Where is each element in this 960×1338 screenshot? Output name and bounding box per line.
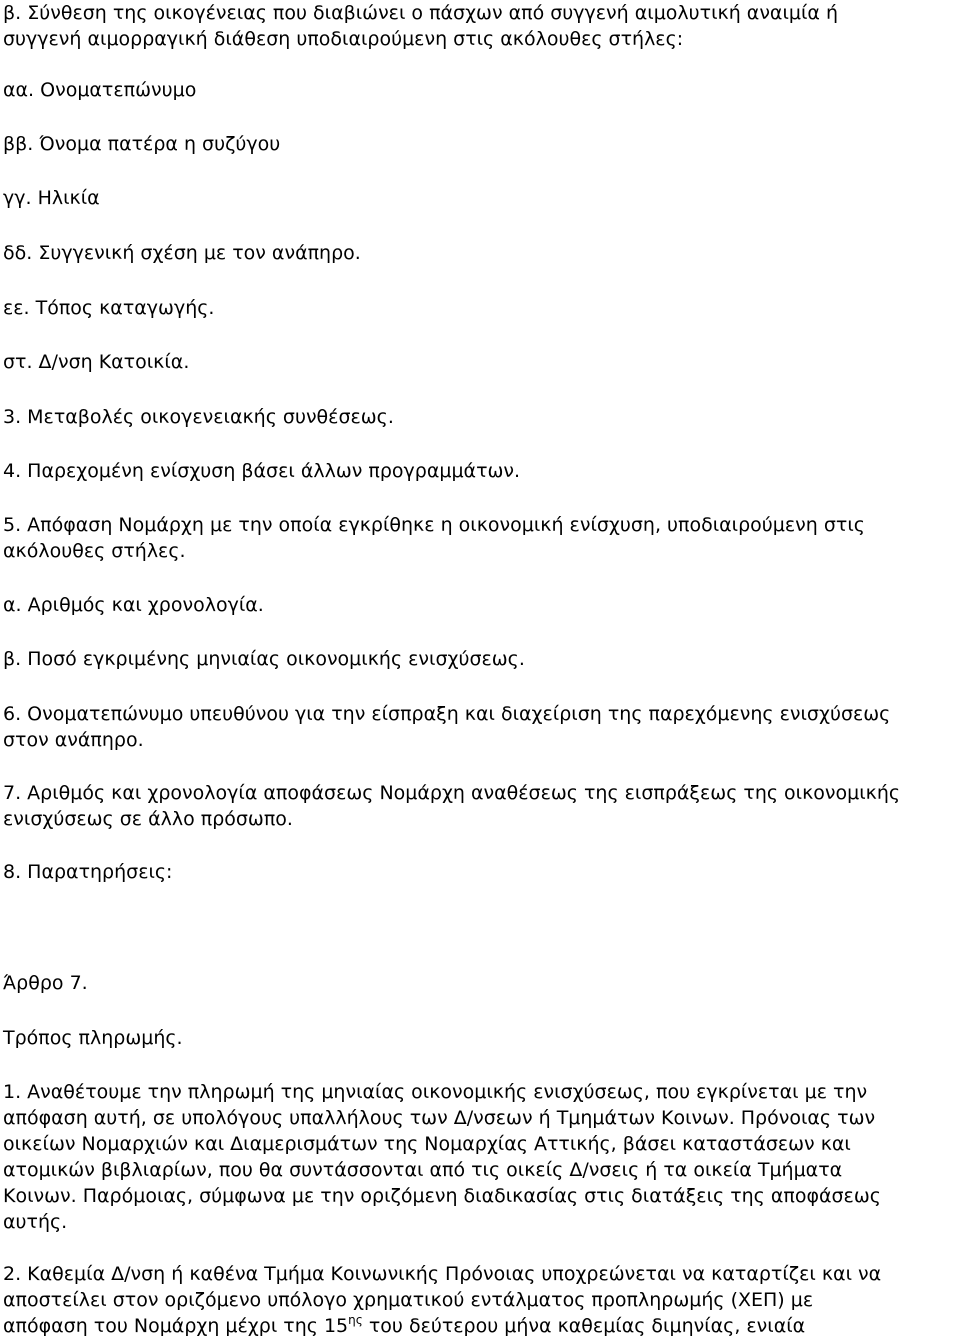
subitem-st: στ. Δ/νση Κατοικία. xyxy=(3,351,190,373)
item-5b: β. Ποσό εγκριμένης μηνιαίας οικονομικής ενισχύσεως. xyxy=(3,648,525,670)
paragraph-2-line-3 xyxy=(3,1313,957,1338)
paragraph-1-line-1: 1. Αναθέτουμε την πληρωμή της μηνιαίας οικονομικής ενισχύσεως, που εγκρίνεται με την xyxy=(3,1081,868,1103)
item-6-line-2: στον ανάπηρο. xyxy=(3,729,144,751)
item-5 xyxy=(3,512,957,564)
item-4: 4. Παρεχομένη ενίσχυση βάσει άλλων προγραμμάτων. xyxy=(3,460,521,482)
paragraph-1-line-4: ατομικών βιβλιαρίων, που θα συντάσσονται από τις οικείς Δ/νσεις ή τα οικεία Τμήματα xyxy=(3,1159,843,1181)
item-7-line-1: 7. Αριθμός και χρονολογία αποφάσεως Νομάρχη αναθέσεως της εισπράξεως της οικονομικής xyxy=(3,782,901,804)
item-7 xyxy=(3,780,957,832)
paragraph-1-line-5: Κοινων. Παρόμοιας, σύμφωνα με την οριζόμενη διαδικασίας στις διατάξεις της αποφάσεως xyxy=(3,1185,881,1207)
article-subtitle: Τρόπος πληρωμής. xyxy=(3,1027,183,1049)
article-title: Άρθρο 7. xyxy=(3,972,88,994)
item-5a: α. Αριθμός και χρονολογία. xyxy=(3,594,264,616)
item-5-line-1: 5. Απόφαση Νομάρχη με την οποία εγκρίθηκε η οικονομική ενίσχυση, υποδιαιρούμενη στις xyxy=(3,514,865,536)
subitem-dd: δδ. Συγγενική σχέση με τον ανάπηρο. xyxy=(3,242,361,264)
paragraph-1-line-3: οικείων Νομαρχιών και Διαμερισμάτων της Νομαρχίας Αττικής, βάσει καταστάσεων και xyxy=(3,1133,851,1155)
item-b xyxy=(3,0,957,52)
item-6-line-1: 6. Ονοματεπώνυμο υπευθύνου για την είσπραξη και διαχείριση της παρεχόμενης ενισχύσεως xyxy=(3,703,891,725)
paragraph-2-line-2: αποστείλει στον οριζόμενο υπόλογο χρηματικού εντάλματος προπληρωμής (ΧΕΠ) με xyxy=(3,1289,814,1311)
paragraph-1 xyxy=(3,1079,957,1235)
paragraph-2-line-3-end: του δεύτερου μήνα καθεμίας διμηνίας, ενιαία xyxy=(362,1315,806,1337)
ordinal-suffix: ης xyxy=(348,1313,363,1327)
subitem-bb: ββ. Όνομα πατέρα η συζύγου xyxy=(3,133,281,155)
paragraph-1-line-2: απόφαση αυτή, σε υπολόγους υπαλλήλους των Δ/νσεων ή Τμημάτων Κοινων. Πρόνοιας των xyxy=(3,1107,876,1129)
paragraph-2 xyxy=(3,1261,957,1338)
paragraph-1-line-6: αυτής. xyxy=(3,1211,68,1233)
subitem-gg: γγ. Ηλικία xyxy=(3,187,100,209)
subitem-ee: εε. Τόπος καταγωγής. xyxy=(3,297,215,319)
item-5-line-2: ακόλουθες στήλες. xyxy=(3,540,186,562)
item-8: 8. Παρατηρήσεις: xyxy=(3,861,173,883)
item-6 xyxy=(3,701,957,753)
item-b-line-2: συγγενή αιμορραγική διάθεση υποδιαιρούμενη στις ακόλουθες στήλες: xyxy=(3,28,684,50)
item-3: 3. Μεταβολές οικογενειακής συνθέσεως. xyxy=(3,406,394,428)
item-b-line-1: β. Σύνθεση της οικογένειας που διαβιώνει ο πάσχων από συγγενή αιμολυτική αναιμία ή xyxy=(3,2,839,24)
paragraph-2-line-1: 2. Καθεμία Δ/νση ή καθένα Τμήμα Κοινωνικής Πρόνοιας υποχρεώνεται να καταρτίζει και να xyxy=(3,1263,882,1285)
paragraph-2-line-3-start: απόφαση του Νομάρχη μέχρι της 15 xyxy=(3,1315,349,1337)
item-7-line-2: ενισχύσεως σε άλλο πρόσωπο. xyxy=(3,808,293,830)
subitem-aa: αα. Ονοματεπώνυμο xyxy=(3,79,197,101)
